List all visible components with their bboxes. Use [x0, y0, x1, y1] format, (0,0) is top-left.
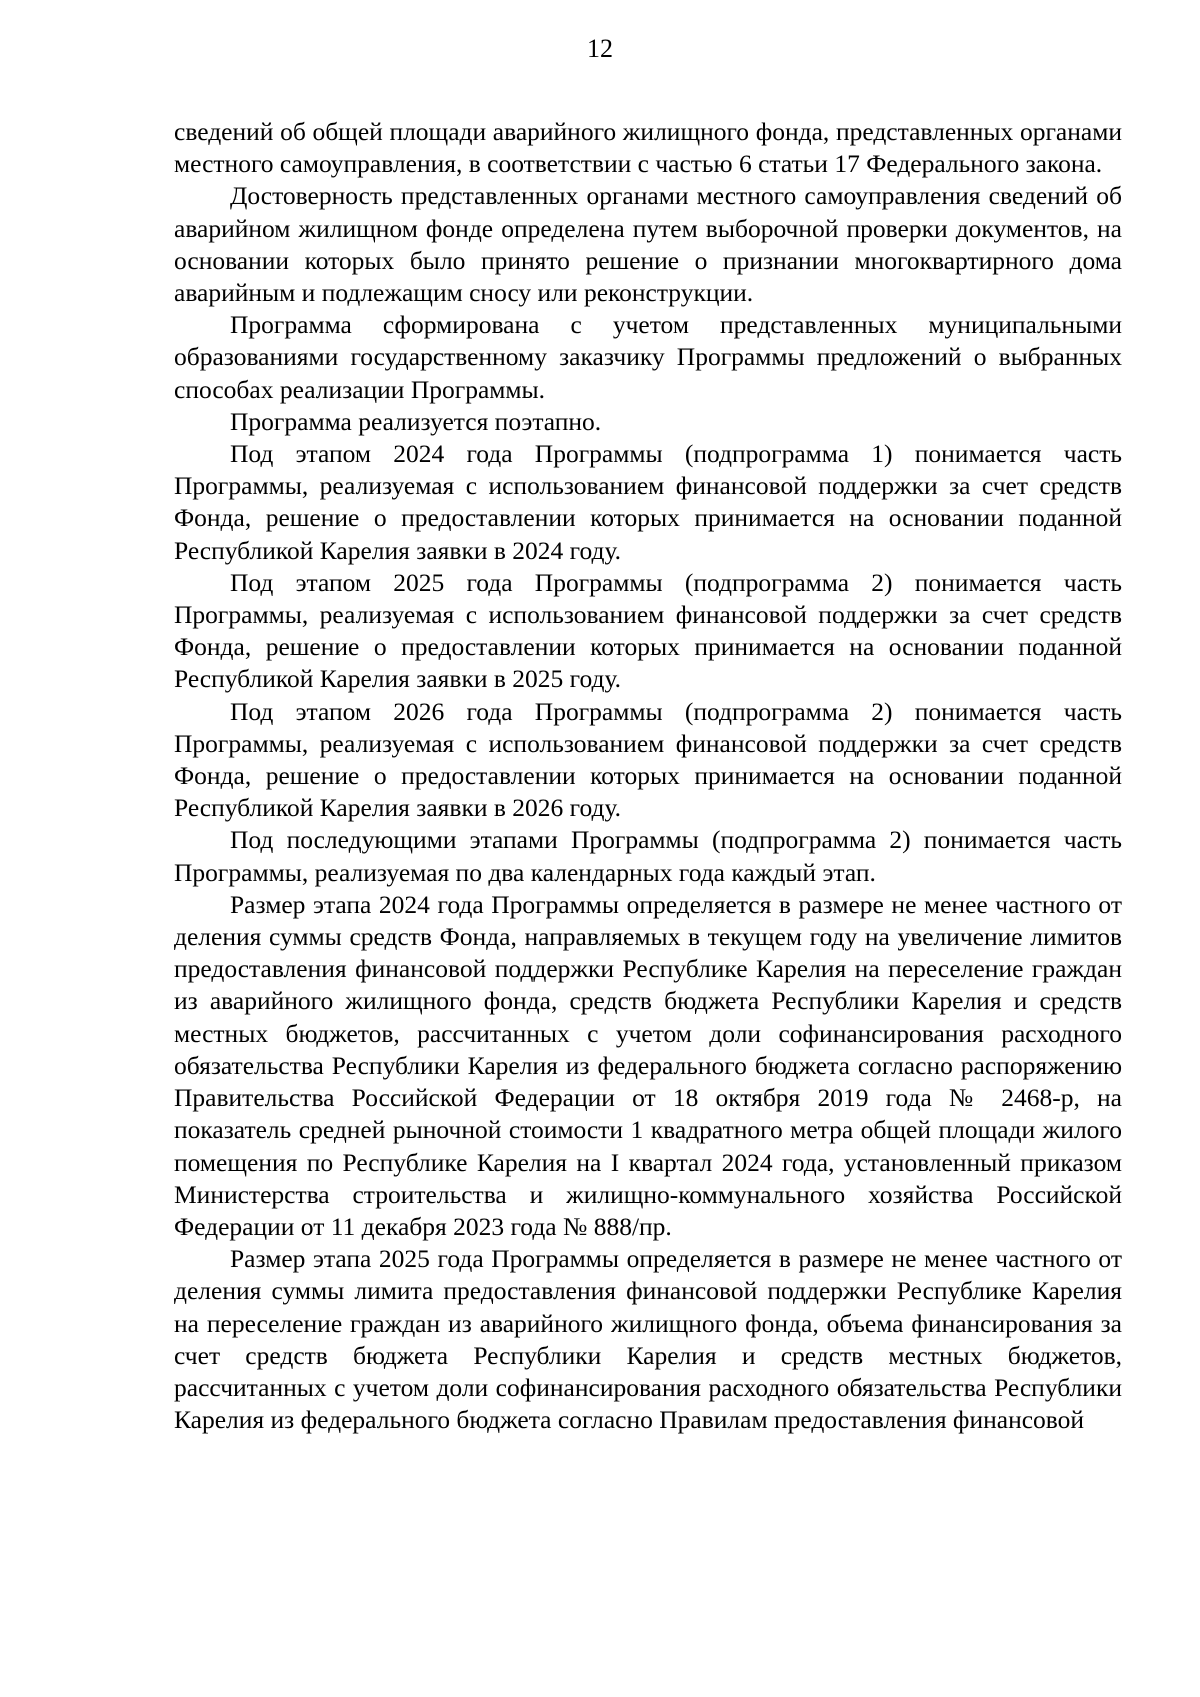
paragraph-stage-2025: Под этапом 2025 года Программы (подпрограмма 2) понимается часть Программы, реализуемая с использованием финансовой поддержки за счет средств Фонда, решение о предоставлении которых принимается на основании поданной Республикой Карелия заявки в 2025 году. [174, 567, 1122, 694]
page-number: 12 [587, 34, 613, 63]
paragraph-stage-2026: Под этапом 2026 года Программы (подпрограмма 2) понимается часть Программы, реализуемая с использованием финансовой поддержки за счет средств Фонда, решение о предоставлении которых принимается на основании поданной Республикой Карелия заявки в 2026 году. [174, 696, 1122, 823]
paragraph-continuation: сведений об общей площади аварийного жилищного фонда, представленных органами местного самоуправления, в соответствии с частью 6 статьи 17 Федерального закона. [174, 117, 1122, 179]
paragraph-subsequent-stages: Под последующими этапами Программы (подпрограмма 2) понимается часть Программы, реализуемая по два календарных года каждый этап. [174, 825, 1122, 887]
paragraph-size-2024: Размер этапа 2024 года Программы определяется в размере не менее частного от деления суммы средств Фонда, направляемых в текущем году на увеличение лимитов предоставления финансовой поддержки Республике Карелия на переселение граждан из аварийного жилищного фонда, средств бюджета Республики Карелия и средств местных бюджетов, рассчитанных с учетом доли софинансирования расходного обязательства Республики Карелия из федерального бюджета согласно распоряжению Правительства Российской Федерации от 18 октября 2019 года № 2468-р, на показатель средней рыночной стоимости 1 квадратного метра общей площади жилого помещения по Республике Карелия на I квартал 2024 года, установленный приказом Министерства строительства и жилищно-коммунального хозяйства Российской Федерации от 11 декабря 2023 года № 888/пр. [174, 889, 1122, 1241]
paragraph-stage-2024: Под этапом 2024 года Программы (подпрограмма 1) понимается часть Программы, реализуемая с использованием финансовой поддержки за счет средств Фонда, решение о предоставлении которых принимается на основании поданной Республикой Карелия заявки в 2024 году. [174, 439, 1122, 565]
paragraph-reliability: Достоверность представленных органами местного самоуправления сведений об аварийном жилищном фонде определена путем выборочной проверки документов, на основании которых было принято решение о признании многоквартирного дома аварийным и подлежащим сносу или реконструкции. [174, 181, 1122, 308]
document-body [174, 116, 1122, 1436]
paragraph-stages: Программа реализуется поэтапно. [230, 406, 602, 436]
paragraph-size-2025: Размер этапа 2025 года Программы определяется в размере не менее частного от деления суммы лимита предоставления финансовой поддержки Республике Карелия на переселение граждан из аварийного жилищного фонда, объема финансирования за счет средств бюджета Республики Карелия и средств местных бюджетов, рассчитанных с учетом доли софинансирования расходного обязательства Республики Карелия из федерального бюджета согласно Правилам предоставления финансовой [174, 1244, 1122, 1435]
paragraph-program-formed: Программа сформирована с учетом представленных муниципальными образованиями государственному заказчику Программы предложений о выбранных способах реализации Программы. [174, 310, 1122, 404]
